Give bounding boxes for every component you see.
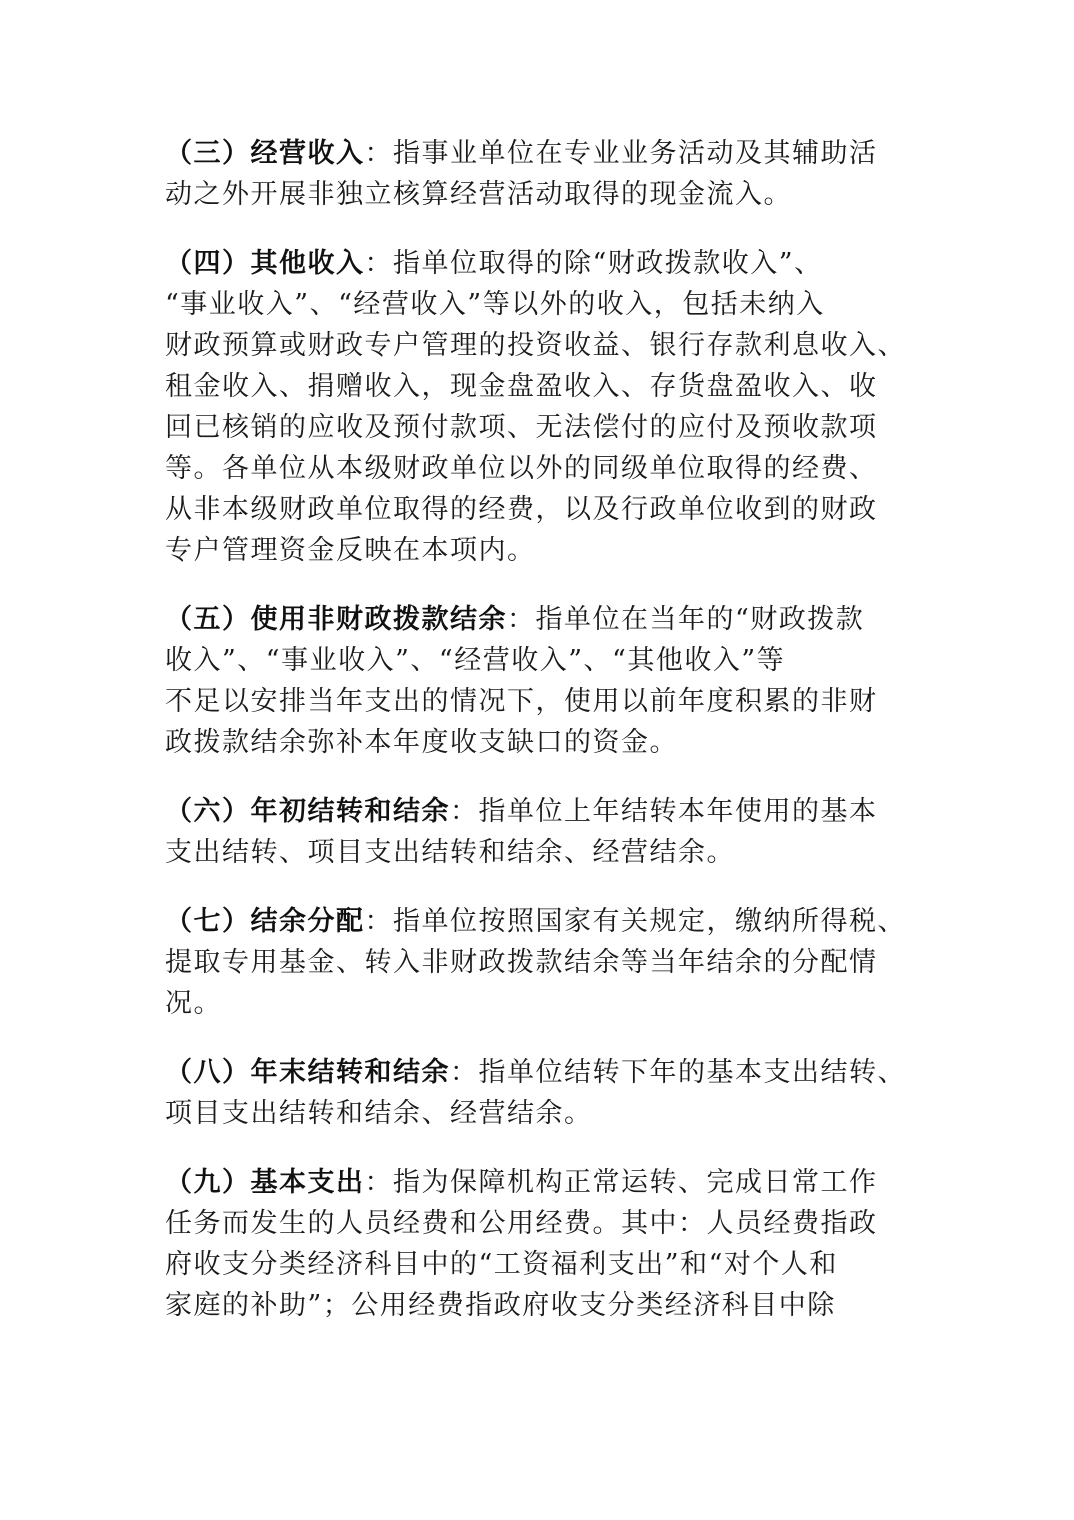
paragraph-text: ：指为保障机构正常运转、完成日常工作 <box>364 1167 878 1198</box>
text-line <box>165 133 895 174</box>
paragraph-term: （五）使用非财政拨款结余 <box>165 604 507 635</box>
text-line: 等。各单位从本级财政单位以外的同级单位取得的经费、 <box>165 453 878 484</box>
text-line: 项目支出结转和结余、经营结余。 <box>165 1098 593 1129</box>
paragraph-term: （八）年末结转和结余 <box>165 1057 450 1088</box>
paragraph-term: （七）结余分配 <box>165 906 365 937</box>
text-line: 专户管理资金反映在本项内。 <box>165 535 536 566</box>
paragraph-text: ：指单位在当年的“财政拨款 <box>507 604 865 635</box>
text-line: 提取专用基金、转入非财政拨款结余等当年结余的分配情 <box>165 947 878 978</box>
paragraph-non-fiscal-surplus <box>165 599 895 763</box>
paragraph-basic-expenditure <box>165 1162 895 1326</box>
paragraph-other-income <box>165 243 906 571</box>
paragraph-operating-income <box>165 133 895 215</box>
document-body <box>165 133 906 1354</box>
paragraph-term: （六）年初结转和结余 <box>165 796 450 827</box>
text-line: 政拨款结余弥补本年度收支缺口的资金。 <box>165 727 678 758</box>
text-line <box>165 599 895 640</box>
text-line: 动之外开展非独立核算经营活动取得的现金流入。 <box>165 179 792 210</box>
text-line: 从非本级财政单位取得的经费，以及行政单位收到的财政 <box>165 494 878 525</box>
text-line: 租金收入、捐赠收入，现金盘盈收入、存货盘盈收入、收 <box>165 371 878 402</box>
text-line: 况。 <box>165 988 222 1019</box>
paragraph-term: （九）基本支出 <box>165 1167 365 1198</box>
text-line <box>165 243 895 284</box>
text-line: 回已核销的应收及预付款项、无法偿付的应付及预收款项 <box>165 412 878 443</box>
text-line <box>165 791 895 832</box>
paragraph-year-end-carryover <box>165 1052 906 1134</box>
text-line: 不足以安排当年支出的情况下，使用以前年度积累的非财 <box>165 686 878 717</box>
paragraph-beginning-carryover <box>165 791 895 873</box>
text-line <box>165 1162 895 1203</box>
text-line <box>165 1052 906 1093</box>
paragraph-surplus-distribution <box>165 901 906 1024</box>
text-line: “事业收入”、“经营收入”等以外的收入，包括未纳入 <box>165 289 825 320</box>
text-line: 支出结转、项目支出结转和结余、经营结余。 <box>165 837 735 868</box>
paragraph-text: ：指事业单位在专业业务活动及其辅助活 <box>364 138 878 169</box>
text-line: 收入”、“事业收入”、“经营收入”、“其他收入”等 <box>165 645 786 676</box>
paragraph-term: （三）经营收入 <box>165 138 365 169</box>
text-line: 财政预算或财政专户管理的投资收益、银行存款利息收入、 <box>165 330 906 361</box>
text-line: 任务而发生的人员经费和公用经费。其中：人员经费指政 <box>165 1208 878 1239</box>
text-line: 家庭的补助”；公用经费指政府收支分类经济科目中除 <box>165 1290 836 1321</box>
paragraph-text: ：指单位取得的除“财政拨款收入”、 <box>364 248 823 279</box>
paragraph-text: ：指单位上年结转本年使用的基本 <box>450 796 878 827</box>
paragraph-term: （四）其他收入 <box>165 248 365 279</box>
paragraph-text: ：指单位结转下年的基本支出结转、 <box>450 1057 906 1088</box>
paragraph-text: ：指单位按照国家有关规定，缴纳所得税、 <box>364 906 906 937</box>
text-line <box>165 901 906 942</box>
text-line: 府收支分类经济科目中的“工资福利支出”和“对个人和 <box>165 1249 838 1280</box>
